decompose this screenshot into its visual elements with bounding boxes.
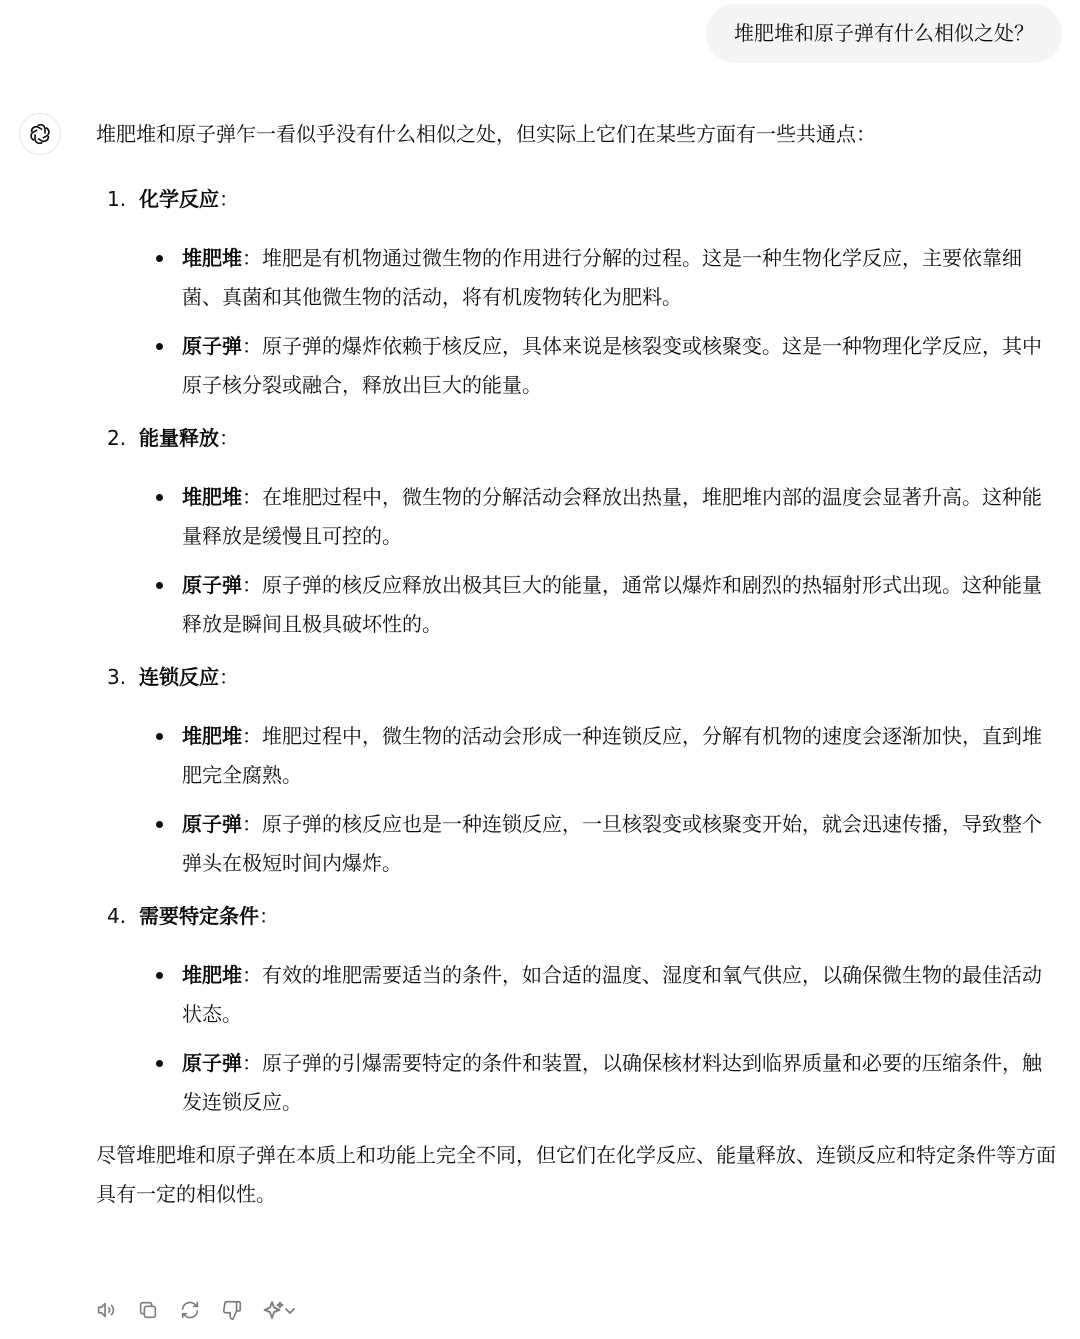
- copy-button[interactable]: [134, 1296, 162, 1324]
- section-heading: [96, 658, 1061, 697]
- bullet-dot: [156, 1060, 163, 1067]
- user-message-row: [706, 4, 1062, 63]
- change-model-button[interactable]: [260, 1296, 300, 1324]
- section-number: 1.: [107, 187, 127, 211]
- regenerate-icon: [179, 1299, 201, 1321]
- similarity-list: [96, 180, 1061, 1122]
- thumbs-down-icon: [221, 1299, 243, 1321]
- bullet-list: [96, 239, 1061, 405]
- bullet-dot: [156, 821, 163, 828]
- regenerate-button[interactable]: [176, 1296, 204, 1324]
- answer-intro: 堆肥堆和原子弹乍一看似乎没有什么相似之处，但实际上它们在某些方面有一些共通点：: [96, 122, 876, 146]
- bullet-list: [96, 717, 1061, 883]
- bullet-colon: ：: [242, 485, 262, 509]
- message-action-bar: [92, 1296, 300, 1324]
- bullet-dot: [156, 733, 163, 740]
- list-item: [96, 658, 1061, 883]
- sparkle-model-icon: [262, 1299, 298, 1321]
- bullet-dot: [156, 255, 163, 262]
- section-title: 需要特定条件: [139, 904, 259, 928]
- read-aloud-icon: [95, 1299, 117, 1321]
- answer-conclusion: 尽管堆肥堆和原子弹在本质上和功能上完全不同，但它们在化学反应、能量释放、连锁反应和特定条件等方面具有一定的相似性。: [96, 1143, 1056, 1206]
- bullet-label: 原子弹: [182, 812, 242, 836]
- bullet-dot: [156, 494, 163, 501]
- bullet-colon: ：: [242, 334, 262, 358]
- bullet-label: 堆肥堆: [182, 963, 242, 987]
- bullet-item: [96, 717, 1061, 795]
- bullet-dot: [156, 343, 163, 350]
- bullet-label: 原子弹: [182, 573, 242, 597]
- bullet-item: [96, 566, 1061, 644]
- bullet-label: 堆肥堆: [182, 724, 242, 748]
- section-number: 3.: [107, 665, 127, 689]
- user-message-bubble: 堆肥堆和原子弹有什么相似之处？: [706, 4, 1062, 63]
- bullet-dot: [156, 972, 163, 979]
- bullet-item: [96, 239, 1061, 317]
- bullet-text: 堆肥过程中，微生物的活动会形成一种连锁反应，分解有机物的速度会逐渐加快，直到堆肥完全腐熟。: [182, 724, 1042, 787]
- bullet-label: 堆肥堆: [182, 485, 242, 509]
- section-heading: [96, 419, 1061, 458]
- assistant-message: [96, 115, 1061, 1214]
- list-item: [96, 897, 1061, 1122]
- copy-icon: [137, 1299, 159, 1321]
- bullet-colon: ：: [242, 1051, 262, 1075]
- section-colon: ：: [219, 187, 239, 211]
- bullet-item: [96, 1044, 1061, 1122]
- section-colon: ：: [219, 665, 239, 689]
- bullet-list: [96, 478, 1061, 644]
- list-item: [96, 180, 1061, 405]
- bullet-item: [96, 805, 1061, 883]
- bullet-colon: ：: [242, 812, 262, 836]
- bullet-text: 原子弹的爆炸依赖于核反应，具体来说是核裂变或核聚变。这是一种物理化学反应，其中原子核分裂或融合，释放出巨大的能量。: [182, 334, 1042, 397]
- bullet-colon: ：: [242, 724, 262, 748]
- section-colon: ：: [219, 426, 239, 450]
- section-colon: ：: [259, 904, 279, 928]
- section-title: 化学反应: [139, 187, 219, 211]
- section-heading: [96, 897, 1061, 936]
- bullet-item: [96, 478, 1061, 556]
- bullet-text: 原子弹的核反应也是一种连锁反应，一旦核裂变或核聚变开始，就会迅速传播，导致整个弹头在极短时间内爆炸。: [182, 812, 1042, 875]
- section-heading: [96, 180, 1061, 219]
- bullet-colon: ：: [242, 246, 262, 270]
- list-item: [96, 419, 1061, 644]
- bad-response-button[interactable]: [218, 1296, 246, 1324]
- bullet-text: 原子弹的核反应释放出极其巨大的能量，通常以爆炸和剧烈的热辐射形式出现。这种能量释放是瞬间且极具破坏性的。: [182, 573, 1042, 636]
- bullet-label: 堆肥堆: [182, 246, 242, 270]
- bullet-text: 堆肥是有机物通过微生物的作用进行分解的过程。这是一种生物化学反应，主要依靠细菌、真菌和其他微生物的活动，将有机废物转化为肥料。: [182, 246, 1022, 309]
- bullet-colon: ：: [242, 963, 262, 987]
- bullet-text: 有效的堆肥需要适当的条件，如合适的温度、湿度和氧气供应，以确保微生物的最佳活动状态。: [182, 963, 1042, 1026]
- bullet-text: 原子弹的引爆需要特定的条件和装置，以确保核材料达到临界质量和必要的压缩条件，触发连锁反应。: [182, 1051, 1042, 1114]
- read-aloud-button[interactable]: [92, 1296, 120, 1324]
- bullet-item: [96, 327, 1061, 405]
- bullet-text: 在堆肥过程中，微生物的分解活动会释放出热量，堆肥堆内部的温度会显著升高。这种能量释放是缓慢且可控的。: [182, 485, 1042, 548]
- openai-logo-icon: [27, 121, 53, 147]
- assistant-avatar: [19, 113, 61, 155]
- bullet-list: [96, 956, 1061, 1122]
- bullet-item: [96, 956, 1061, 1034]
- bullet-dot: [156, 582, 163, 589]
- bullet-colon: ：: [242, 573, 262, 597]
- section-title: 连锁反应: [139, 665, 219, 689]
- bullet-label: 原子弹: [182, 334, 242, 358]
- section-number: 4.: [107, 904, 127, 928]
- section-title: 能量释放: [139, 426, 219, 450]
- bullet-label: 原子弹: [182, 1051, 242, 1075]
- section-number: 2.: [107, 426, 127, 450]
